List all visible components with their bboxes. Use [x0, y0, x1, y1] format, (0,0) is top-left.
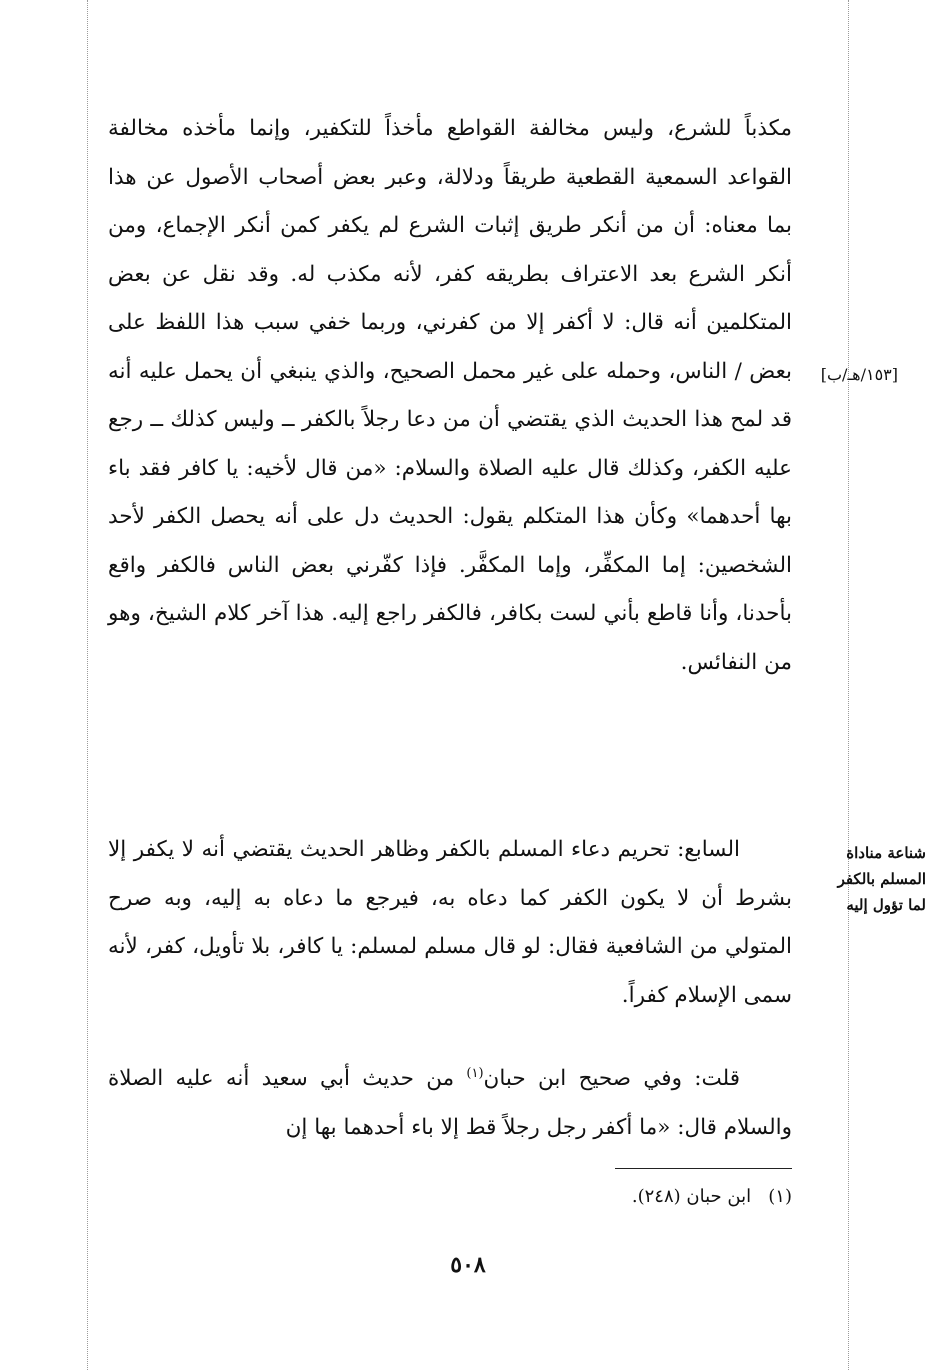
paragraph-3-text-start: قلت: وفي صحيح ابن حبان	[483, 1066, 740, 1092]
body-paragraph-1: مكذباً للشرع، وليس مخالفة القواطع مأخذاً للتكفير، وإنما مأخذه مخالفة القواعد السمعية القطعية طريقاً ودلالة، وعبر بعض أصحاب الأصول عن هذا بما معناه: أن من أنكر طريق إثبات الشرع لم يكفر كمن أنكر الإجماع، ومن أنكر الشرع بعد الاعتراف بطريقه كفر، لأنه مكذب له. وقد نقل عن بعض المتكلمين أنه قال: لا أكفر إلا من كفرني، وربما خفي سبب هذا اللفظ على بعض / الناس، وحمله على غير محمل الصحيح، والذي ينبغي أن يحمل عليه أنه قد لمح هذا الحديث الذي يقتضي أن من دعا رجلاً بالكفر ــ وليس كذلك ــ رجع عليه الكفر، وكذلك قال عليه الصلاة والسلام: «من قال لأخيه: يا كافر فقد باء بها أحدهما» وكأن هذا المتكلم يقول: الحديث دل على أنه يحصل الكفر لأحد الشخصين: إما المكفِّر، وإما المكفَّر. فإذا كفّرني بعض الناس فالكفر واقع بأحدنا، وأنا قاطع بأني لست بكافر، فالكفر راجع إليه. هذا آخر كلام الشيخ، وهو من النفائس.	[108, 116, 792, 675]
manuscript-folio-reference: [١٥٣/هـ/ب]	[820, 365, 898, 384]
footnote-separator	[615, 1168, 792, 1169]
marginal-heading-line: شناعة مناداة	[846, 844, 926, 862]
marginal-heading	[796, 840, 926, 918]
footnote-marker: (١)	[768, 1186, 792, 1207]
page-number: ٥٠٨	[450, 1252, 486, 1278]
footnote-text: ابن حبان (٢٤٨).	[631, 1186, 752, 1207]
footnote	[400, 1182, 792, 1212]
body-paragraph-2: السابع: تحريم دعاء المسلم بالكفر وظاهر الحديث يقتضي أنه لا يكفر إلا بشرط أن لا يكون الكفر كما دعاه به، فيرجع ما دعاه به إليه، وبه صرح المتولي من الشافعية فقال: لو قال مسلم لمسلم: يا كافر، بلا تأويل، كفر، لأنه سمى الإسلام كفراً.	[108, 837, 792, 1008]
marginal-heading-line: لما تؤول إليه	[846, 896, 926, 914]
paragraph-3-text-end: من حديث أبي سعيد أنه عليه الصلاة والسلام قال: «ما أكفر رجل رجلاً قط إلا باء أحدهما بها إن	[108, 1066, 792, 1140]
marginal-heading-line: المسلم بالكفر	[837, 870, 926, 888]
footnote-reference-marker: (١)	[466, 1066, 484, 1081]
body-paragraph-3	[108, 1050, 792, 1152]
